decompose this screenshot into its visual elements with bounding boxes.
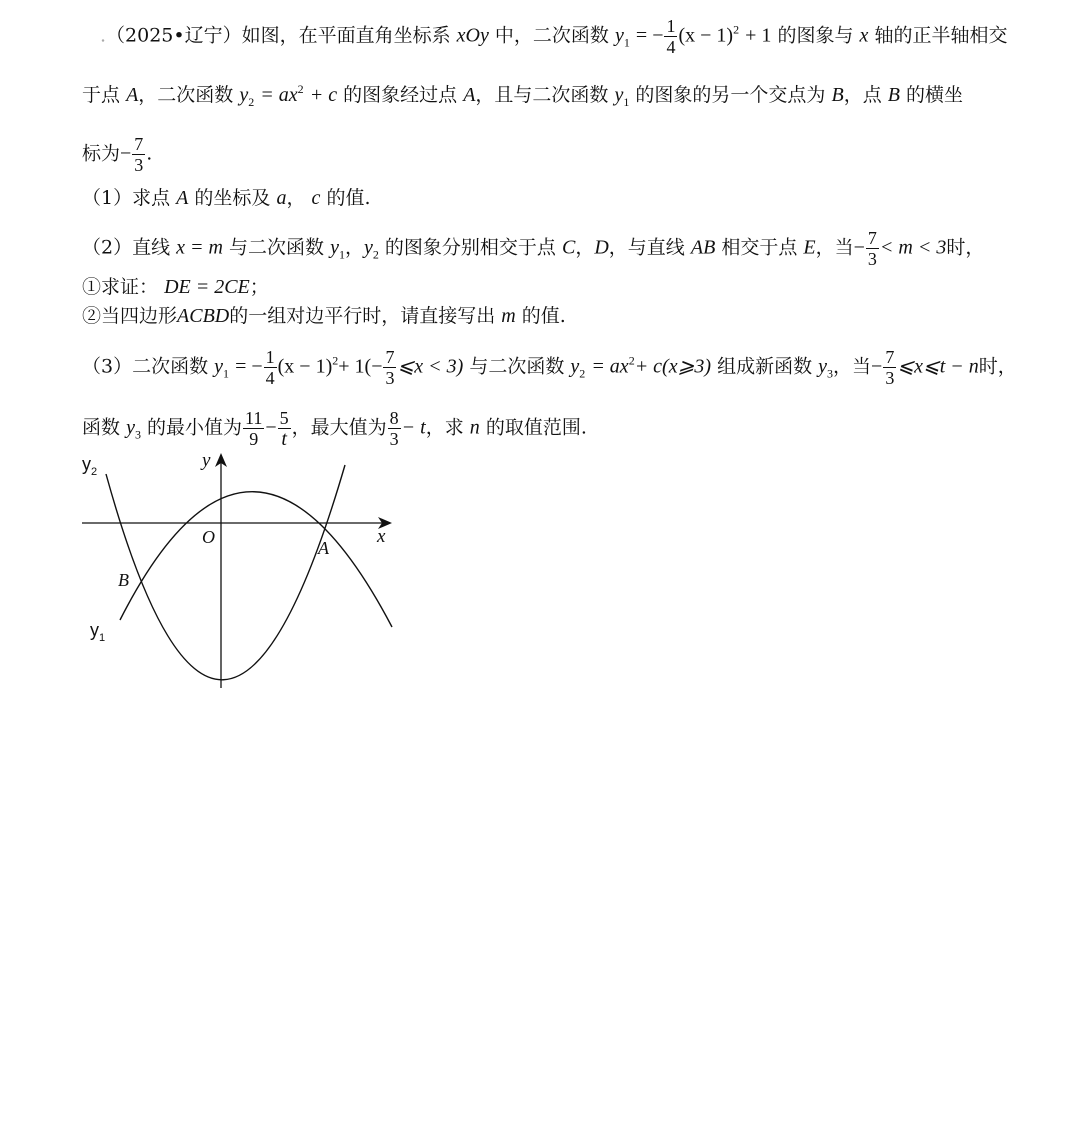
- fraction-7-3: $\frac{7}{3}$: [867, 228, 877, 269]
- label-origin: O: [202, 527, 215, 547]
- label-point-b: B: [118, 570, 129, 590]
- question-2: （2）直线 x = m 与二次函数 $y_1$，$y_2$ 的图象分别相交于点 C，D，与直线 AB 相交于点 E，当− $\frac{7}{3}$ < m < 3时，: [82, 228, 985, 269]
- label-y1: $y_1$: [90, 620, 106, 644]
- question-1: （1）求点 A 的坐标及 a， c 的值.: [82, 187, 371, 209]
- label-y2: $y_2$: [82, 454, 98, 478]
- problem-line-1: .（2025•辽宁）如图，在平面直角坐标系 xOy 中，二次函数 $y_1$ = − $\frac{1}{4}$ $(x - 1)^2 + 1$ 的图象与 x 轴的正半轴相交: [100, 16, 1008, 57]
- curve-y1: [120, 492, 392, 627]
- sub-question-1: ①求证： DE = 2CE；: [82, 276, 269, 298]
- label-x-axis: x: [377, 526, 386, 547]
- fraction-7-3: $\frac{7}{3}$: [134, 134, 144, 175]
- sub-question-2: ②当四边形ACBD的一组对边平行时，请直接写出 m 的值.: [82, 305, 566, 327]
- fraction-7-3: $\frac{7}{3}$: [385, 347, 395, 388]
- leading-dot: .: [100, 24, 107, 47]
- problem-line-9: 函数 $y_3$ 的最小值为 $\frac{11}{9}$ − $\frac{5}{t}$ ，最大值为 $\frac{8}{3}$ − t，求 n 的取值范围.: [82, 408, 587, 450]
- label-y-axis: y: [202, 450, 211, 471]
- problem-line-3: 标为− $\frac{7}{3}$ .: [82, 134, 153, 175]
- fraction-5-t: $\frac{5}{t}$: [279, 408, 289, 450]
- fraction-1-4: $\frac{1}{4}$: [666, 16, 676, 57]
- label-point-a: A: [318, 538, 329, 558]
- fraction-11-9: $\frac{11}{9}$: [245, 408, 263, 449]
- fraction-7-3: $\frac{7}{3}$: [885, 347, 895, 388]
- source-tag: （2025•辽宁）: [106, 24, 242, 47]
- question-3: （3）二次函数 $y_1$ = − $\frac{1}{4}$ $(x - 1)^2+ 1(-$ $\frac{7}{3}$ ⩽x < 3) 与二次函数 $y_2 = ax^2+$ c(x⩾3) 组成新函数 $y_3$，当− $\frac{7}{3}$ ⩽x⩽t − n时，: [82, 347, 1017, 388]
- fraction-1-4: $\frac{1}{4}$: [265, 347, 275, 388]
- fraction-8-3: $\frac{8}{3}$: [389, 408, 399, 449]
- function-graph-figure: [76, 448, 406, 693]
- problem-line-2: 于点 A，二次函数 $y_2 = ax^2 + c$ 的图象经过点 A，且与二次函数 $y_1$ 的图象的另一个交点为 B，点 B 的横坐: [82, 82, 964, 109]
